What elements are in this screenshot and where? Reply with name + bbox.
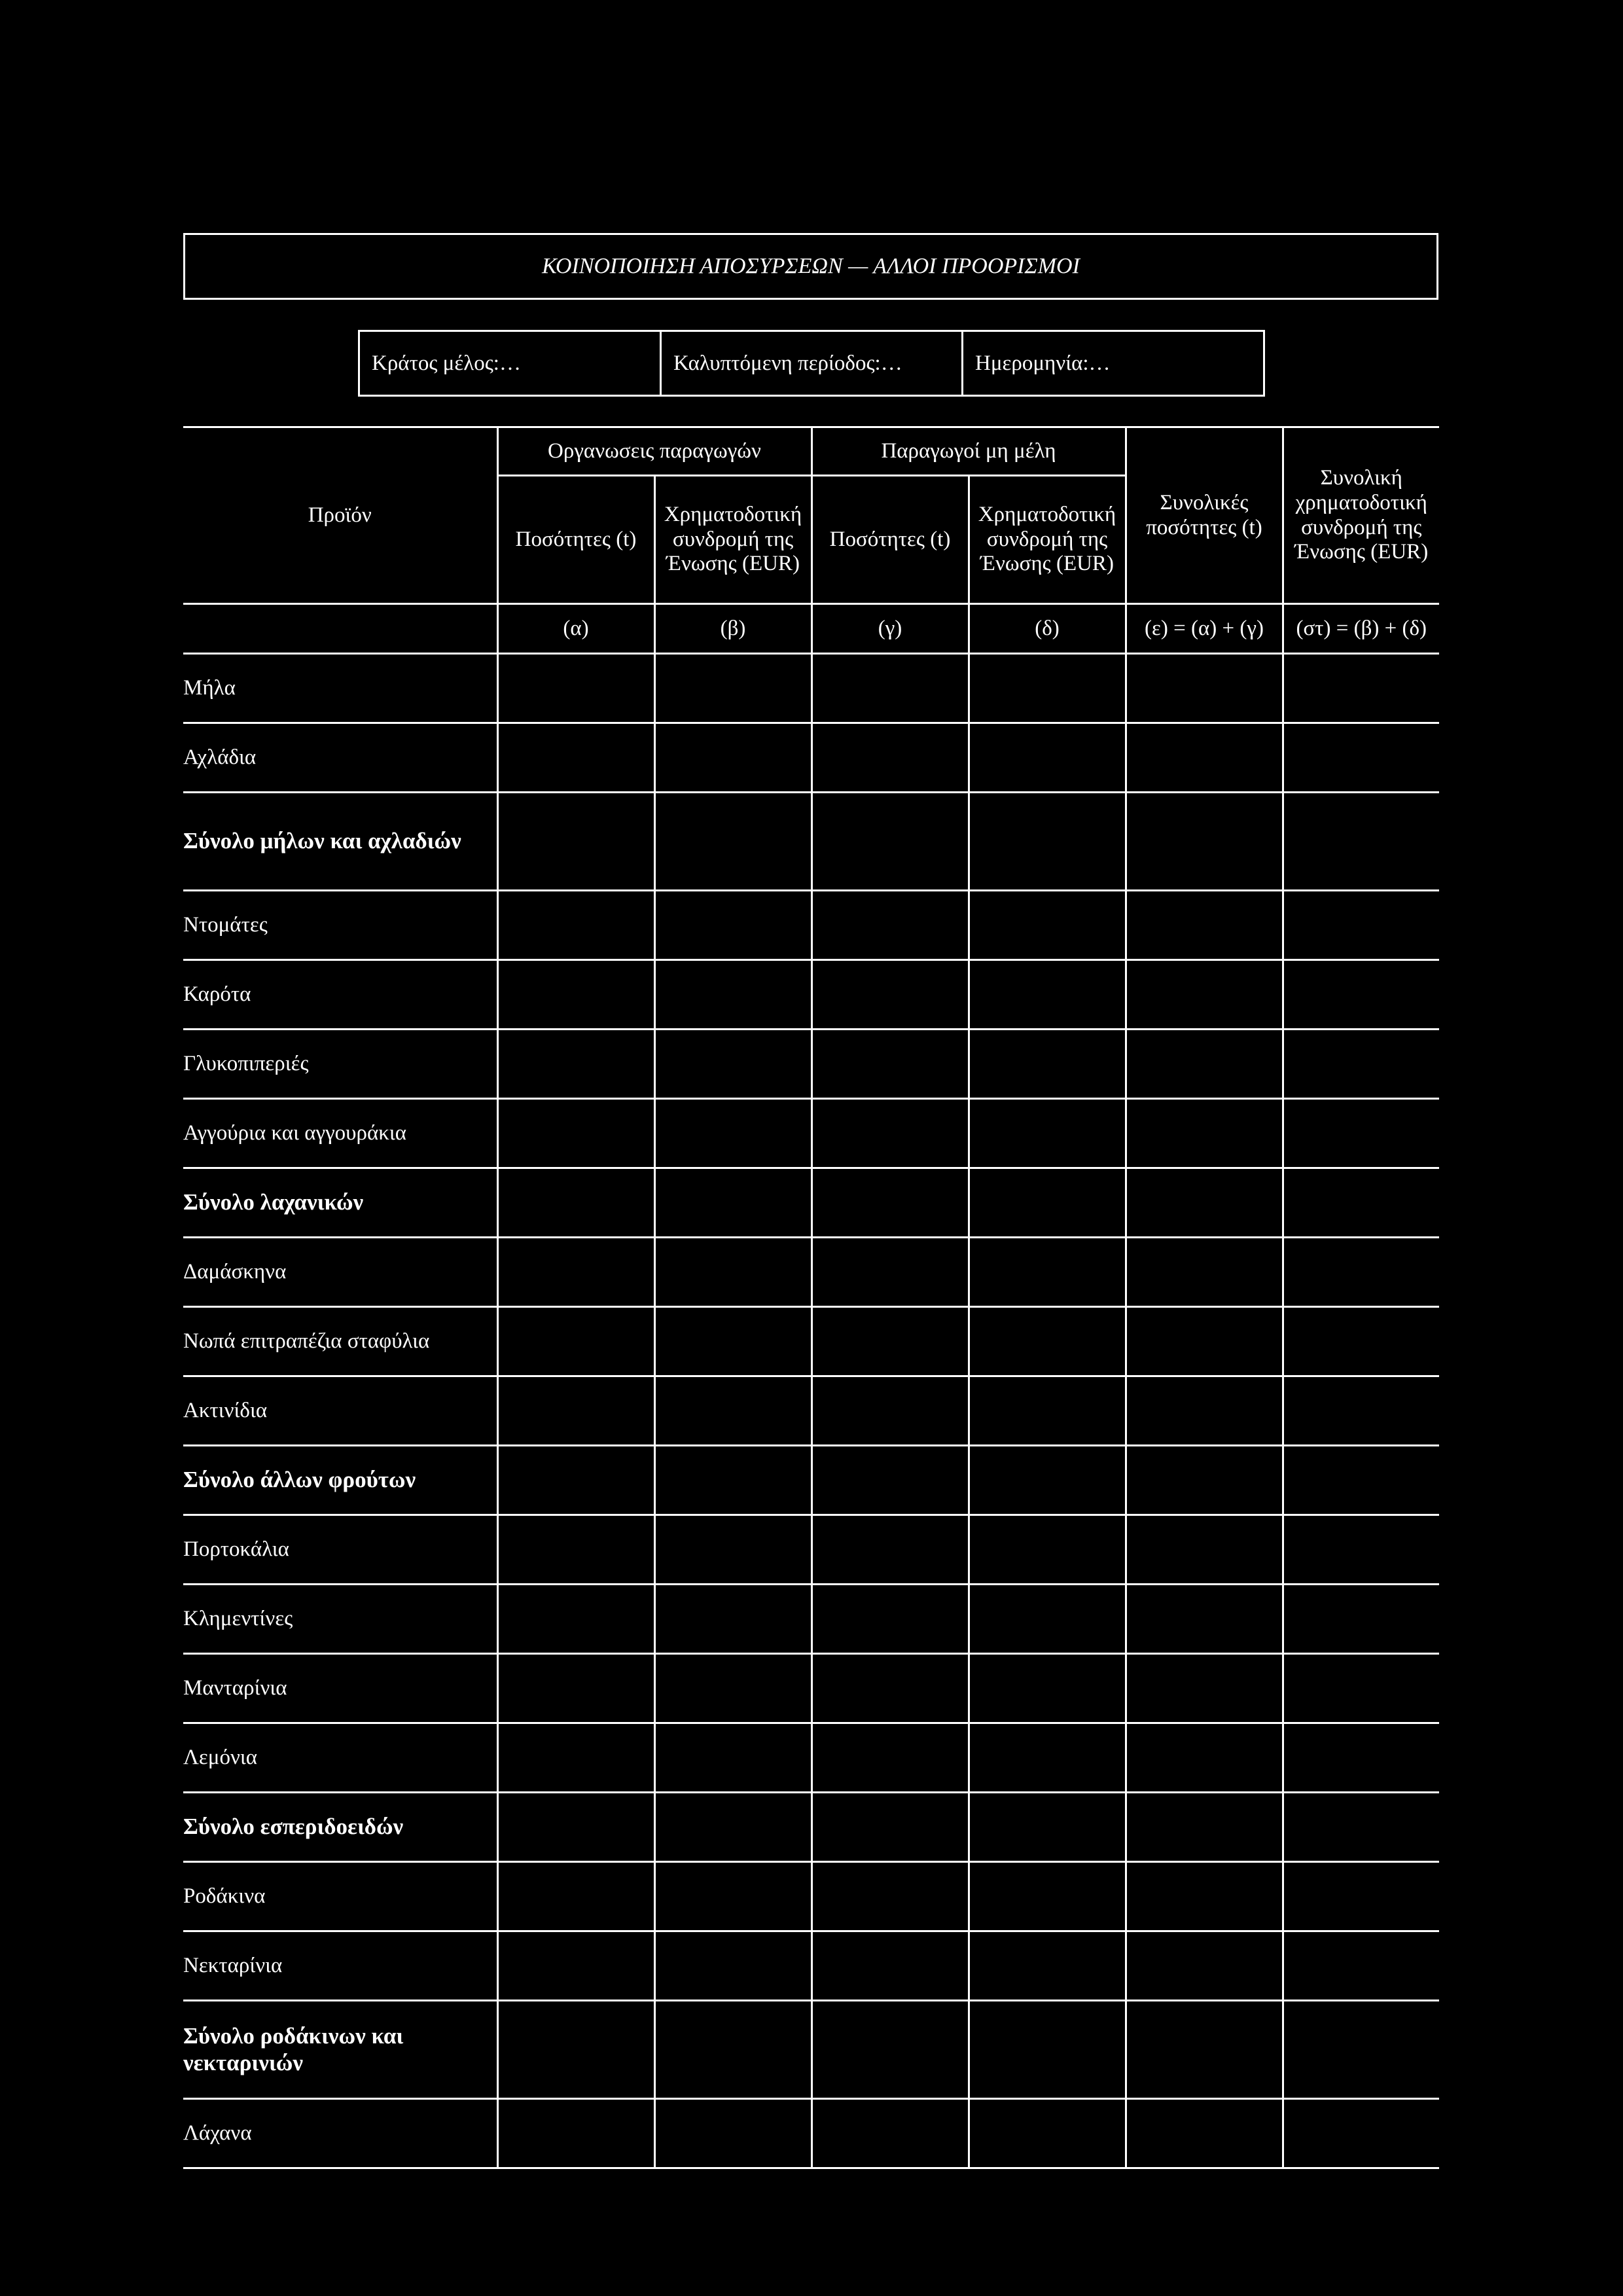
- total-quantities-header: Συνολικές ποσότητες (t): [1126, 427, 1283, 604]
- data-cell[interactable]: [1283, 1446, 1439, 1515]
- data-cell[interactable]: [1283, 1307, 1439, 1376]
- product-label: Αχλάδια: [183, 723, 497, 793]
- table-row: [183, 1723, 1439, 1793]
- data-cell[interactable]: [1283, 2001, 1439, 2099]
- data-cell[interactable]: [654, 1030, 812, 1099]
- data-cell[interactable]: [812, 960, 969, 1030]
- data-cell[interactable]: [1126, 1030, 1283, 1099]
- data-cell[interactable]: [1126, 654, 1283, 723]
- data-cell[interactable]: [812, 793, 969, 891]
- table-row: [183, 1030, 1439, 1099]
- data-cell[interactable]: [969, 723, 1126, 793]
- data-cell[interactable]: [654, 793, 812, 891]
- table-row: [183, 1654, 1439, 1723]
- data-cell[interactable]: [969, 1307, 1126, 1376]
- table-row: [183, 723, 1439, 793]
- data-cell[interactable]: [1126, 960, 1283, 1030]
- data-cell[interactable]: [969, 1793, 1126, 1862]
- data-cell[interactable]: [969, 1099, 1126, 1168]
- data-cell[interactable]: [1126, 1238, 1283, 1307]
- data-cell[interactable]: [1283, 1376, 1439, 1446]
- data-cell[interactable]: [654, 2099, 812, 2168]
- data-cell[interactable]: [497, 1168, 654, 1238]
- data-cell[interactable]: [654, 2001, 812, 2099]
- data-cell[interactable]: [812, 1931, 969, 2001]
- data-cell[interactable]: [812, 654, 969, 723]
- data-cell[interactable]: [497, 2001, 654, 2099]
- code-e: (ε) = (α) + (γ): [1126, 604, 1283, 654]
- data-cell[interactable]: [1126, 793, 1283, 891]
- data-cell[interactable]: [654, 1793, 812, 1862]
- data-cell[interactable]: [1126, 1585, 1283, 1654]
- data-cell[interactable]: [497, 1238, 654, 1307]
- data-cell[interactable]: [812, 1307, 969, 1376]
- subtotal-label: Σύνολο μήλων και αχλαδιών: [183, 793, 497, 891]
- data-cell[interactable]: [969, 1376, 1126, 1446]
- data-cell[interactable]: [1283, 1793, 1439, 1862]
- data-cell[interactable]: [654, 1654, 812, 1723]
- data-cell[interactable]: [1283, 1168, 1439, 1238]
- table-body: [183, 654, 1439, 2168]
- product-label: Νεκταρίνια: [183, 1931, 497, 2001]
- meta-box: [358, 330, 1265, 397]
- table-row: [183, 1585, 1439, 1654]
- data-cell[interactable]: [497, 891, 654, 960]
- data-cell[interactable]: [497, 1862, 654, 1931]
- withdrawals-table: [183, 426, 1439, 2169]
- product-label: Νωπά επιτραπέζια σταφύλια: [183, 1307, 497, 1376]
- data-cell[interactable]: [654, 1585, 812, 1654]
- data-cell[interactable]: [1126, 2001, 1283, 2099]
- code-d: (δ): [969, 604, 1126, 654]
- table-row: [183, 1376, 1439, 1446]
- data-cell[interactable]: [497, 1585, 654, 1654]
- data-cell[interactable]: [969, 1238, 1126, 1307]
- data-cell[interactable]: [969, 793, 1126, 891]
- data-cell[interactable]: [654, 891, 812, 960]
- product-label: Καρότα: [183, 960, 497, 1030]
- data-cell[interactable]: [654, 1931, 812, 2001]
- data-cell[interactable]: [497, 1099, 654, 1168]
- data-cell[interactable]: [1283, 1030, 1439, 1099]
- product-label: Κλημεντίνες: [183, 1585, 497, 1654]
- code-f: (στ) = (β) + (δ): [1283, 604, 1439, 654]
- table-row: [183, 2099, 1439, 2168]
- data-cell[interactable]: [812, 1862, 969, 1931]
- data-cell[interactable]: [1126, 1654, 1283, 1723]
- data-cell[interactable]: [969, 654, 1126, 723]
- data-cell[interactable]: [497, 1446, 654, 1515]
- data-cell[interactable]: [1126, 1307, 1283, 1376]
- data-cell[interactable]: [1126, 2099, 1283, 2168]
- data-cell[interactable]: [497, 1515, 654, 1585]
- data-cell[interactable]: [969, 1654, 1126, 1723]
- data-cell[interactable]: [969, 2001, 1126, 2099]
- data-cell[interactable]: [654, 1515, 812, 1585]
- table-row: [183, 654, 1439, 723]
- data-cell[interactable]: [654, 723, 812, 793]
- total-support-header: Συνολική χρηματοδοτική συνδρομή της Ένωσης (EUR): [1283, 427, 1439, 604]
- data-cell[interactable]: [1283, 654, 1439, 723]
- data-cell[interactable]: [1126, 1515, 1283, 1585]
- table-row: [183, 1099, 1439, 1168]
- data-cell[interactable]: [1126, 1376, 1283, 1446]
- data-cell[interactable]: [969, 1723, 1126, 1793]
- data-cell[interactable]: [1126, 1168, 1283, 1238]
- product-label: Μανταρίνια: [183, 1654, 497, 1723]
- data-cell[interactable]: [969, 1585, 1126, 1654]
- data-cell[interactable]: [654, 1238, 812, 1307]
- data-cell[interactable]: [497, 793, 654, 891]
- subtotal-label: Σύνολο άλλων φρούτων: [183, 1446, 497, 1515]
- data-cell[interactable]: [1283, 1585, 1439, 1654]
- table-row: [183, 1168, 1439, 1238]
- table-row: [183, 1862, 1439, 1931]
- code-c: (γ): [812, 604, 969, 654]
- data-cell[interactable]: [1283, 960, 1439, 1030]
- producer-orgs-header: Οργανωσεις παραγωγών: [497, 427, 812, 476]
- data-cell[interactable]: [654, 1376, 812, 1446]
- data-cell[interactable]: [654, 1168, 812, 1238]
- data-cell[interactable]: [812, 1030, 969, 1099]
- data-cell[interactable]: [812, 1515, 969, 1585]
- data-cell[interactable]: [812, 1793, 969, 1862]
- data-cell[interactable]: [497, 1376, 654, 1446]
- data-cell[interactable]: [969, 1168, 1126, 1238]
- data-cell[interactable]: [1283, 1515, 1439, 1585]
- data-cell[interactable]: [1283, 723, 1439, 793]
- data-cell[interactable]: [812, 1168, 969, 1238]
- po-quantities-header: Ποσότητες (t): [497, 476, 654, 604]
- data-cell[interactable]: [812, 1585, 969, 1654]
- data-cell[interactable]: [654, 1862, 812, 1931]
- data-cell[interactable]: [654, 654, 812, 723]
- data-cell[interactable]: [1283, 1099, 1439, 1168]
- data-cell[interactable]: [1283, 1238, 1439, 1307]
- data-cell[interactable]: [1283, 1723, 1439, 1793]
- data-cell[interactable]: [497, 1307, 654, 1376]
- data-cell[interactable]: [812, 2099, 969, 2168]
- product-label: Αγγούρια και αγγουράκια: [183, 1099, 497, 1168]
- data-cell[interactable]: [497, 1654, 654, 1723]
- product-label: Γλυκοπιπεριές: [183, 1030, 497, 1099]
- data-cell[interactable]: [497, 1723, 654, 1793]
- date-field[interactable]: Ημερομηνία:…: [961, 332, 1263, 395]
- table-row: [183, 1307, 1439, 1376]
- data-cell[interactable]: [812, 1376, 969, 1446]
- product-label: Λάχανα: [183, 2099, 497, 2168]
- nm-support-header: Χρηματοδοτική συνδρομή της Ένωσης (EUR): [969, 476, 1126, 604]
- data-cell[interactable]: [497, 1030, 654, 1099]
- data-cell[interactable]: [969, 2099, 1126, 2168]
- data-cell[interactable]: [1283, 793, 1439, 891]
- member-state-field[interactable]: Κράτος μέλος:…: [372, 351, 521, 375]
- data-cell[interactable]: [654, 1307, 812, 1376]
- data-cell[interactable]: [1283, 1654, 1439, 1723]
- data-cell[interactable]: [497, 1793, 654, 1862]
- table-row: [183, 1515, 1439, 1585]
- data-cell[interactable]: [497, 2099, 654, 2168]
- table-row: [183, 960, 1439, 1030]
- subtotal-label: Σύνολο εσπεριδοειδών: [183, 1793, 497, 1862]
- data-cell[interactable]: [654, 1099, 812, 1168]
- nm-quantities-header: Ποσότητες (t): [812, 476, 969, 604]
- data-cell[interactable]: [1126, 891, 1283, 960]
- table-row: [183, 1793, 1439, 1862]
- data-cell[interactable]: [497, 960, 654, 1030]
- data-cell[interactable]: [1126, 723, 1283, 793]
- data-cell[interactable]: [654, 1446, 812, 1515]
- data-cell[interactable]: [969, 1862, 1126, 1931]
- subtotal-label: Σύνολο λαχανικών: [183, 1168, 497, 1238]
- data-cell[interactable]: [812, 1446, 969, 1515]
- code-row-blank: [183, 604, 497, 654]
- product-label: Πορτοκάλια: [183, 1515, 497, 1585]
- code-a: (α): [497, 604, 654, 654]
- period-field[interactable]: Καλυπτόμενη περίοδος:…: [660, 332, 961, 395]
- data-cell[interactable]: [1126, 1446, 1283, 1515]
- data-cell[interactable]: [812, 1654, 969, 1723]
- data-cell[interactable]: [969, 1446, 1126, 1515]
- data-cell[interactable]: [497, 723, 654, 793]
- product-label: Ροδάκινα: [183, 1862, 497, 1931]
- table-row: [183, 1931, 1439, 2001]
- table-row: [183, 1238, 1439, 1307]
- data-cell[interactable]: [812, 1238, 969, 1307]
- product-label: Λεμόνια: [183, 1723, 497, 1793]
- product-label: Ακτινίδια: [183, 1376, 497, 1446]
- table-row: [183, 891, 1439, 960]
- non-member-producers-header: Παραγωγοί μη μέλη: [812, 427, 1126, 476]
- data-cell[interactable]: [1126, 1793, 1283, 1862]
- data-cell[interactable]: [812, 1723, 969, 1793]
- data-cell[interactable]: [654, 960, 812, 1030]
- po-support-header: Χρηματοδοτική συνδρομή της Ένωσης (EUR): [654, 476, 812, 604]
- data-cell[interactable]: [1126, 1931, 1283, 2001]
- data-cell[interactable]: [654, 1723, 812, 1793]
- subtotal-label: Σύνολο ροδάκινων και νεκταρινιών: [183, 2001, 497, 2099]
- data-cell[interactable]: [1126, 1862, 1283, 1931]
- product-label: Μήλα: [183, 654, 497, 723]
- data-cell[interactable]: [812, 1099, 969, 1168]
- data-cell[interactable]: [1283, 1931, 1439, 2001]
- data-cell[interactable]: [969, 1030, 1126, 1099]
- data-cell[interactable]: [969, 960, 1126, 1030]
- product-header: Προϊόν: [183, 427, 497, 604]
- data-cell[interactable]: [812, 2001, 969, 2099]
- data-cell[interactable]: [497, 654, 654, 723]
- form-title: ΚΟΙΝΟΠΟΙΗΣΗ ΑΠΟΣΥΡΣΕΩΝ — ΑΛΛΟΙ ΠΡΟΟΡΙΣΜΟΙ: [183, 233, 1438, 300]
- table-row: [183, 793, 1439, 891]
- data-cell[interactable]: [1283, 2099, 1439, 2168]
- data-cell[interactable]: [812, 891, 969, 960]
- code-b: (β): [654, 604, 812, 654]
- table-row: [183, 1446, 1439, 1515]
- data-cell[interactable]: [1126, 1723, 1283, 1793]
- data-cell[interactable]: [812, 723, 969, 793]
- data-cell[interactable]: [1126, 1099, 1283, 1168]
- product-label: Δαμάσκηνα: [183, 1238, 497, 1307]
- data-cell[interactable]: [969, 891, 1126, 960]
- data-cell[interactable]: [497, 1931, 654, 2001]
- data-cell[interactable]: [1283, 1862, 1439, 1931]
- data-cell[interactable]: [1283, 891, 1439, 960]
- data-cell[interactable]: [969, 1515, 1126, 1585]
- data-cell[interactable]: [969, 1931, 1126, 2001]
- product-label: Ντομάτες: [183, 891, 497, 960]
- table-row: [183, 2001, 1439, 2099]
